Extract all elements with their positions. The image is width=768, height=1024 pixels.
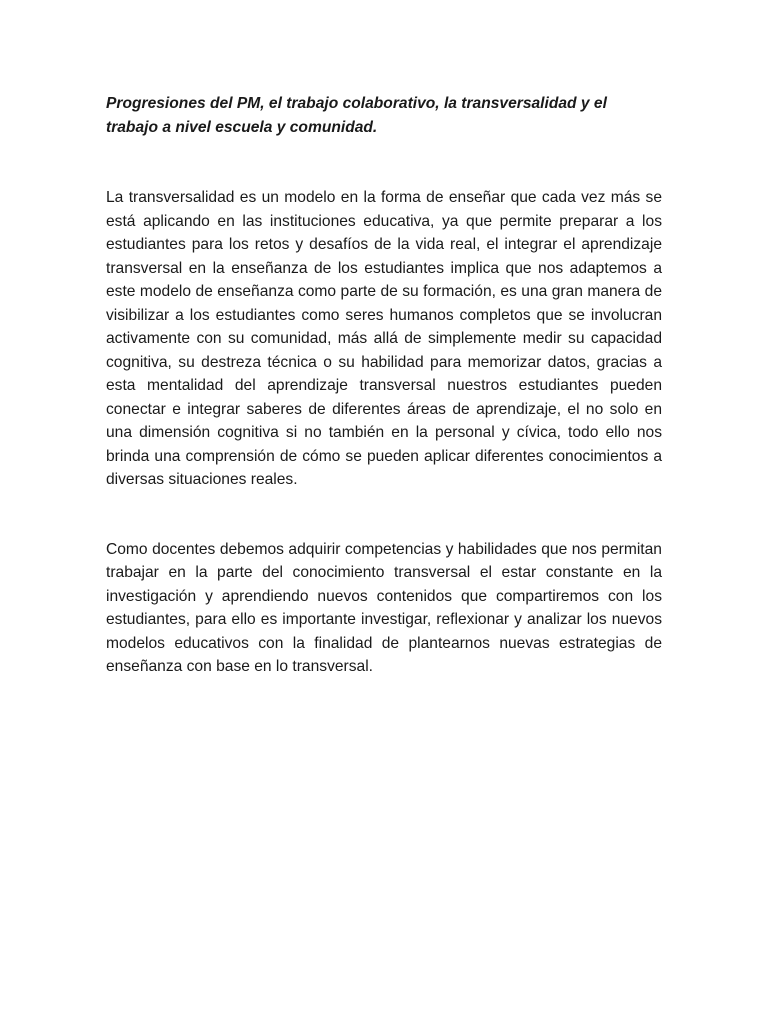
document-title: Progresiones del PM, el trabajo colaborativo, la transversalidad y el trabajo a nivel escuela y comunidad. (106, 95, 607, 136)
paragraph-1: La transversalidad es un modelo en la forma de enseñar que cada vez más se está aplicando en las instituciones educativa, ya que permite preparar a los estudiantes para los retos y desafíos de la vida real, el integrar el aprendizaje transversal en la enseñanza de los estudiantes implica que nos adaptemos a este modelo de enseñanza como parte de su formación, es una gran manera de visibilizar a los estudiantes como seres humanos completos que se involucran activamente con su comunidad, más allá de simplemente medir su capacidad cognitiva, su destreza técnica o su habilidad para memorizar datos, gracias a esta mentalidad del aprendizaje transversal nuestros estudiantes pueden conectar e integrar saberes de diferentes áreas de aprendizaje, el no solo en una dimensión cognitiva si no también en la personal y cívica, todo ello nos brinda una comprensión de cómo se pueden aplicar diferentes conocimientos a diversas situaciones reales. (106, 189, 662, 488)
paragraph-2: Como docentes debemos adquirir competencias y habilidades que nos permitan trabajar en la parte del conocimiento transversal el estar constante en la investigación y aprendiendo nuevos contenidos que compartiremos con los estudiantes, para ello es importante investigar, reflexionar y analizar los nuevos modelos educativos con la finalidad de plantearnos nuevas estrategias de enseñanza con base en lo transversal. (106, 540, 662, 675)
document-body (106, 92, 662, 679)
